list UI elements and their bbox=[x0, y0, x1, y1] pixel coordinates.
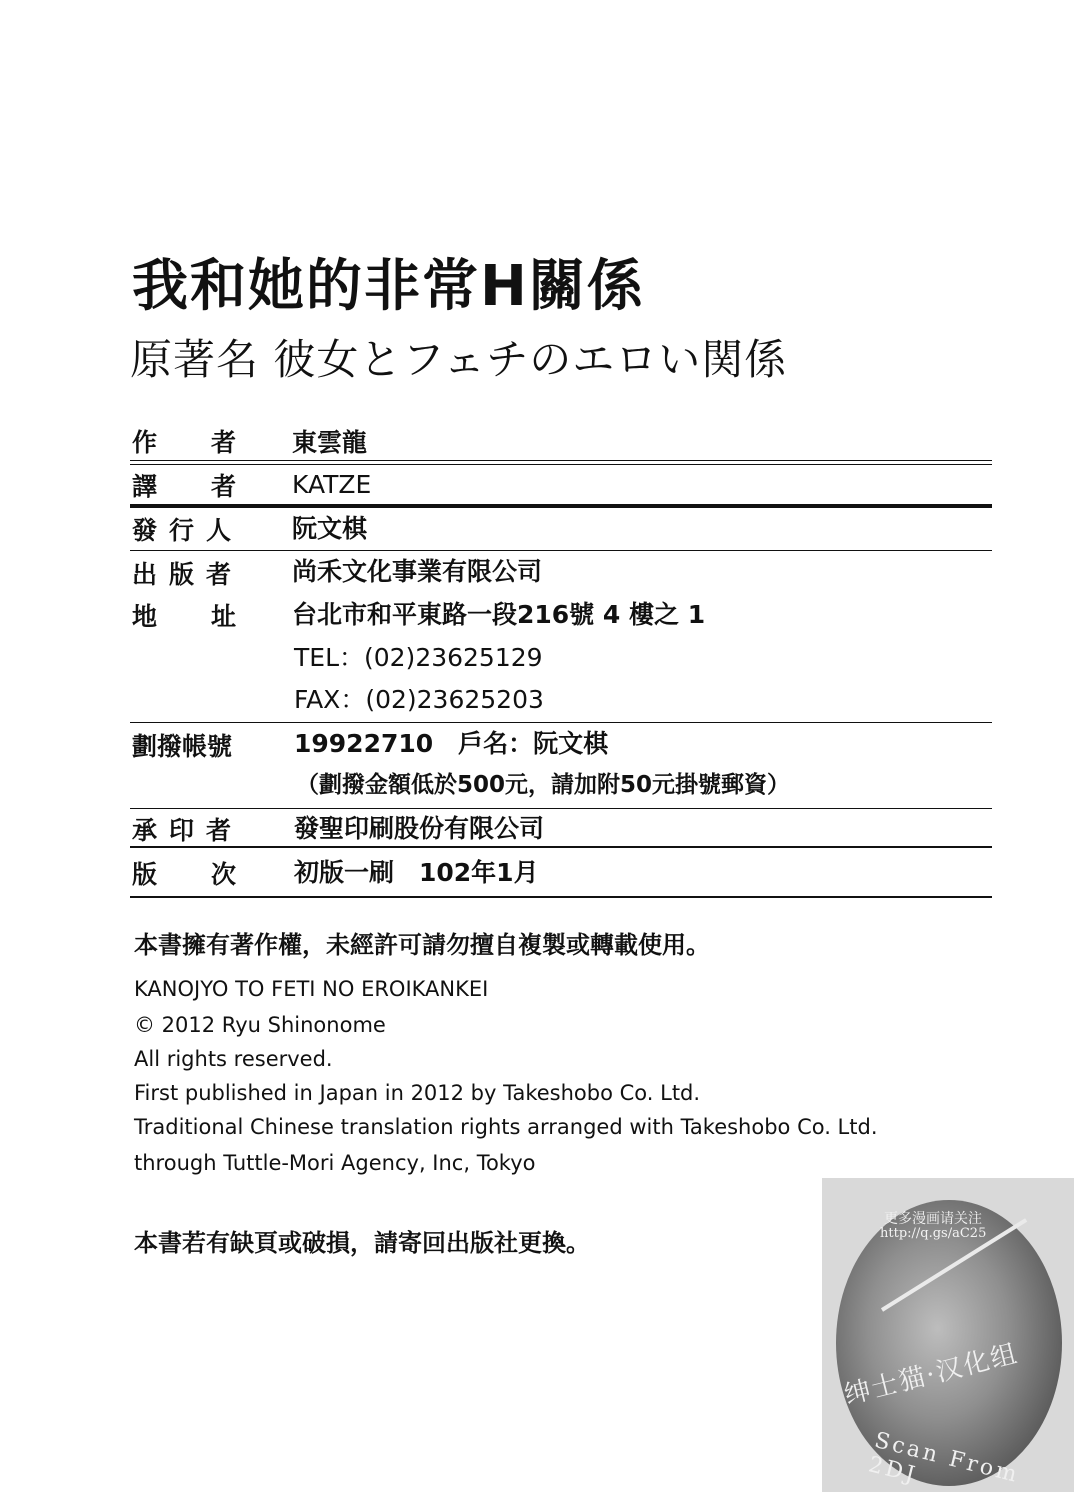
divider-printer bbox=[130, 846, 992, 848]
stamp-text-3: 绅士猫·汉化组 bbox=[841, 1338, 1022, 1411]
label-account: 劃撥帳號 bbox=[132, 732, 233, 761]
label-publisher: 出版者 bbox=[132, 560, 244, 589]
english-line-6: through Tuttle-Mori Agency, Inc, Tokyo bbox=[134, 1151, 536, 1175]
divider-bottom bbox=[130, 896, 992, 898]
label-edition: 版次 bbox=[132, 860, 291, 889]
label-author: 作者 bbox=[132, 428, 291, 457]
english-line-2: © 2012 Ryu Shinonome bbox=[134, 1013, 386, 1037]
divider-top bbox=[130, 460, 992, 461]
stamp-emblem-icon bbox=[836, 1200, 1062, 1486]
value-account: 19922710 戶名：阮文棋 bbox=[294, 729, 609, 758]
divider-publisher-person bbox=[130, 550, 992, 551]
value-printer: 發聖印刷股份有限公司 bbox=[294, 814, 545, 843]
stamp-text-1: 更多漫画请关注 bbox=[884, 1211, 982, 1227]
divider-thick bbox=[130, 504, 992, 508]
value-publisher: 尚禾文化事業有限公司 bbox=[292, 557, 543, 586]
damage-notice: 本書若有缺頁或破損，請寄回出版社更換。 bbox=[134, 1229, 590, 1257]
english-line-3: All rights reserved. bbox=[134, 1047, 333, 1071]
book-title: 我和她的非常H關係 bbox=[132, 254, 645, 319]
original-title: 原著名 彼女とフェチのエロい関係 bbox=[130, 335, 788, 384]
value-address: 台北市和平東路一段216號 4 樓之 1 bbox=[292, 600, 706, 629]
value-account-note: （劃撥金額低於500元，請加附50元掛號郵資） bbox=[296, 772, 791, 798]
copyright-notice: 本書擁有著作權，未經許可請勿擅自複製或轉載使用。 bbox=[134, 931, 710, 959]
value-tel: TEL：(02)23625129 bbox=[294, 643, 543, 672]
divider-account bbox=[130, 808, 992, 809]
stamp-text-2: http://q.gs/aC25 bbox=[880, 1226, 987, 1241]
label-publisher-person: 發行人 bbox=[132, 516, 244, 545]
divider-address bbox=[130, 722, 992, 723]
label-translator: 譯者 bbox=[132, 472, 291, 501]
stamp-text-4: Scan From 2DJ bbox=[865, 1428, 1023, 1489]
scan-group-stamp bbox=[822, 1178, 1074, 1492]
value-fax: FAX：(02)23625203 bbox=[294, 685, 544, 714]
english-line-4: First published in Japan in 2012 by Takeshobo Co. Ltd. bbox=[134, 1081, 701, 1105]
english-line-5: Traditional Chinese translation rights arranged with Takeshobo Co. Ltd. bbox=[134, 1115, 878, 1139]
value-translator: KATZE bbox=[292, 470, 372, 499]
divider-author bbox=[130, 464, 992, 465]
value-author: 東雲龍 bbox=[292, 428, 368, 457]
label-printer: 承印者 bbox=[132, 816, 244, 845]
value-publisher-person: 阮文棋 bbox=[292, 514, 368, 543]
value-edition: 初版一刷 102年1月 bbox=[294, 858, 539, 887]
english-line-1: KANOJYO TO FETI NO EROIKANKEI bbox=[134, 977, 489, 1001]
label-address: 地址 bbox=[132, 602, 291, 631]
